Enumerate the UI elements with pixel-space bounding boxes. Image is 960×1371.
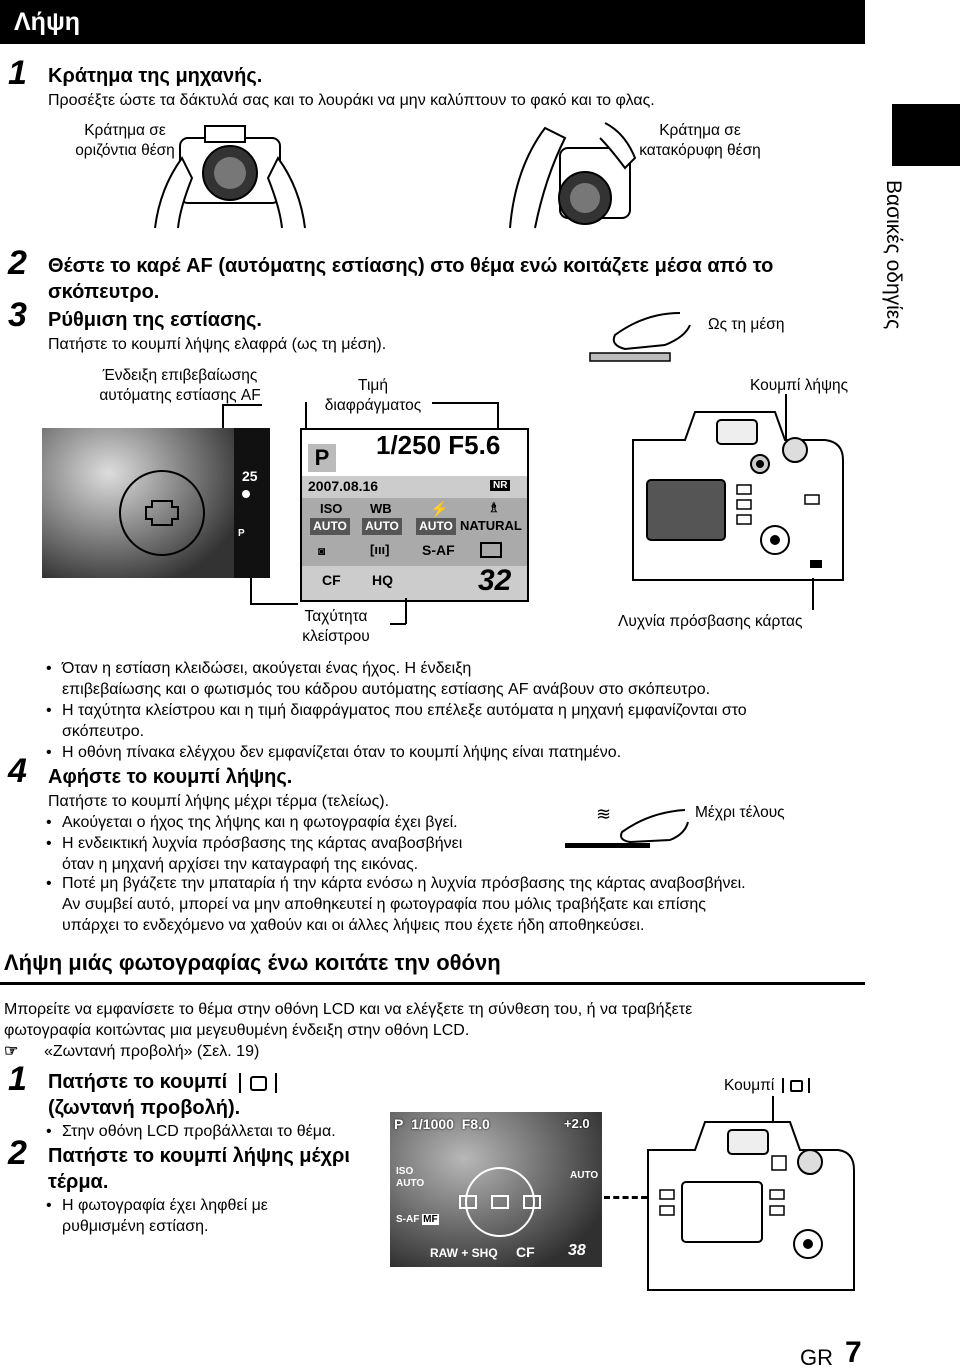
step-3-number: 3 — [8, 296, 27, 334]
panel-saf: S-AF — [422, 542, 455, 558]
panel-natural: NATURAL — [460, 518, 522, 533]
step-4-bullet-1: • Ακούγεται ο ήχος της λήψης και η φωτογραφία έχει βγεί. — [46, 814, 458, 831]
control-panel-display — [300, 428, 529, 602]
metering-icon: ◙ — [318, 544, 326, 558]
drive-mode-icon — [480, 542, 502, 558]
section-2-title: Λήψη μιάς φωτογραφίας ένω κοιτάτε την οθόνη — [4, 950, 501, 975]
full-press-illustration — [560, 800, 690, 852]
section-2-step-1-line1: Πατήστε το κουμπί — [48, 1070, 277, 1094]
section-2-step-1-bullet: • Στην οθόνη LCD προβάλλεται το θέμα. — [46, 1123, 336, 1140]
live-view-display — [390, 1112, 602, 1267]
shutter-speed-label: Ταχύτητα κλείστρου — [302, 608, 370, 645]
step-1-number: 1 — [8, 54, 27, 92]
section-2-intro-line1: Μπορείτε να εμφανίσετε το θέμα στην οθόνη LCD και να ελέγξετε τη σύνθεση του, ή να τραβήξετε — [4, 1001, 693, 1018]
footer-page-number: 7 — [845, 1336, 862, 1369]
step-1-heading: Κράτημα της μηχανής. — [48, 65, 263, 87]
aperture-leader-h — [432, 402, 498, 404]
step-2-heading-line1: Θέστε το καρέ AF (αυτόματης εστίασης) στο θέμα ενώ κοιτάζετε μέσα από το — [48, 255, 774, 277]
lv-mode: P — [394, 1116, 404, 1132]
step-4-bullet-3: • Ποτέ μη βγάζετε την μπαταρία ή την κάρτα ενόσω η λυχνία πρόσβασης της κάρτας αναβοσβήνει. Αν συμβεί αυτό, μπορεί να μην αποθηκευτεί η φωτογραφία που μόλις τραβήξατε και επίσης υπάρχει το ενδεχόμενο να χαθούν και οι άλλες λήψεις που έχετε ήδη αποθηκεύσει. — [46, 875, 746, 934]
halfway-label: Ως τη μέση — [708, 316, 785, 333]
section-2-step-2-line1: Πατήστε το κουμπί λήψης μέχρι — [48, 1145, 350, 1167]
lv-count: 38 — [568, 1242, 586, 1259]
step-3-bullet-3: • Η οθόνη πίνακα ελέγχου δεν εμφανίζεται όταν το κουμπί λήψης είναι πατημένο. — [46, 744, 622, 761]
flash-icon: ⚡ — [430, 501, 449, 518]
step-4-number: 4 — [8, 752, 27, 790]
section-2-step-2-bullet: • Η φωτογραφία έχει ληφθεί με ρυθμισμένη εστίαση. — [46, 1197, 268, 1235]
af-confirm-dot — [242, 490, 250, 498]
panel-nr: NR — [490, 480, 510, 491]
lv-iso-auto: AUTO — [396, 1178, 425, 1189]
viewfinder-display — [42, 428, 270, 578]
shutter-button-label: Κουμπί λήψης — [750, 377, 849, 394]
reference-icon: ☞ — [4, 1043, 19, 1060]
panel-hq: HQ — [372, 572, 393, 588]
side-tab-marker — [892, 104, 960, 166]
liveview-button-icon — [239, 1073, 277, 1093]
panel-shutter-aperture: 1/250 F5.6 — [376, 430, 501, 460]
picture-mode-icon: ♗ — [488, 500, 500, 515]
section-2-step-2-number: 2 — [8, 1134, 27, 1172]
aperture-label: Τιμή διαφράγματος — [324, 377, 422, 414]
camera-back-illustration — [625, 400, 850, 595]
section-2-step-1-line2: (ζωντανή προβολή). — [48, 1097, 241, 1119]
section-2-step-1-number: 1 — [8, 1060, 27, 1098]
panel-frame-count: 32 — [478, 564, 512, 597]
lv-raw: RAW + SHQ — [430, 1246, 498, 1260]
panel-mode: P — [308, 444, 336, 472]
panel-wb-auto: AUTO — [362, 518, 402, 535]
step-4-heading: Αφήστε το κουμπί λήψης. — [48, 766, 293, 788]
footer-language: GR — [800, 1345, 833, 1370]
lv-iso: ISO — [396, 1166, 414, 1177]
panel-iso: ISO — [320, 501, 343, 516]
panel-flash-auto: AUTO — [416, 518, 456, 535]
panel-iso-auto: AUTO — [310, 518, 350, 535]
camera-back-illustration-2 — [640, 1100, 860, 1300]
half-press-illustration — [585, 305, 695, 365]
shutter-button-leader — [785, 394, 787, 439]
fully-label: Μέχρι τέλους — [695, 804, 785, 821]
panel-wb: WB — [370, 501, 392, 516]
step-3-bullet-1: • Όταν η εστίαση κλειδώσει, ακούγεται ένας ήχος. Η ένδειξη επιβεβαίωσης και ο φωτισμός του κάδρου αυτόματης εστίασης AF ανάβουν στο σκόπευτρο. — [46, 660, 711, 698]
section-2-intro-line2: φωτογραφία κοιτώντας μια μεγευθυμένη ένδειξη στην οθόνη LCD. — [4, 1022, 470, 1039]
viewfinder-value: 25 — [242, 468, 258, 484]
panel-date: 2007.08.16 — [308, 478, 379, 494]
liveview-icon — [782, 1078, 810, 1093]
shutter-speed-leader-h — [250, 603, 298, 605]
card-lamp-leader — [812, 578, 814, 610]
shutter-speed-leader-v2 — [405, 598, 407, 624]
af-confirm-leader-h — [222, 404, 262, 406]
card-lamp-label: Λυχνία πρόσβασης κάρτας — [618, 613, 803, 630]
section-2-reference: ☞ «Ζωντανή προβολή» (Σελ. 19) — [4, 1043, 260, 1060]
lv-af-frame-icon — [455, 1162, 545, 1242]
step-4-text: Πατήστε το κουμπί λήψης μέχρι τέρμα (τελείως). — [48, 793, 390, 810]
af-frame-icon — [112, 463, 222, 563]
grip-vertical-caption: Κράτημα σε κατακόρυφη θέση — [639, 122, 761, 159]
svg-text:≋: ≋ — [596, 804, 612, 825]
step-1-text: Προσέξτε ώστε τα δάκτυλά σας και το λουράκι να μην καλύπτουν το φακό και το φλας. — [48, 92, 655, 109]
lv-cf: CF — [516, 1244, 535, 1260]
step-3-heading: Ρύθμιση της εστίασης. — [48, 309, 262, 331]
lv-flash-auto: AUTO — [570, 1170, 599, 1181]
section-2-step-2-line2: τέρμα. — [48, 1171, 109, 1193]
step-3-bullet-2: • Η ταχύτητα κλείστρου και η τιμή διαφράγματος που επέλεξε αυτόματα η μηχανή εμφανίζονται στο σκόπευτρο. — [46, 702, 747, 740]
lv-ev: +2.0 — [564, 1116, 590, 1131]
af-confirm-leader — [222, 404, 224, 430]
step-3-text: Πατήστε το κουμπί λήψης ελαφρά (ως τη μέση). — [48, 336, 387, 353]
side-tab-label: Βασικές οδηγίες — [882, 180, 905, 330]
aperture-leader-v — [497, 402, 499, 430]
shutter-speed-leader-h2 — [390, 623, 406, 625]
section-2-rule — [0, 982, 865, 985]
lv-mf: MF — [423, 1214, 438, 1225]
page-title: Λήψη — [0, 0, 865, 44]
shutter-speed-leader-v — [250, 578, 252, 604]
af-confirm-label: Ένδειξη επιβεβαίωσης αυτόματης εστίασης AF — [99, 367, 261, 404]
lv-saf: S-AF — [396, 1214, 420, 1225]
horizontal-grip-illustration — [150, 118, 310, 233]
step-4-bullet-2: • Η ενδεικτική λυχνία πρόσβασης της κάρτας αναβοσβήνει όταν η μηχανή αρχίσει την καταγραφή της εικόνας. — [46, 835, 463, 873]
liveview-button-label: Κουμπί — [724, 1076, 810, 1096]
viewfinder-mode: P — [238, 528, 245, 539]
lv-aperture: F8.0 — [461, 1116, 490, 1132]
panel-cf: CF — [322, 572, 341, 588]
grip-horizontal-caption: Κράτημα σε οριζόντια θέση — [75, 122, 175, 159]
af-area-icon: [ııı] — [370, 542, 390, 557]
aperture-leader-v2 — [305, 402, 307, 430]
lv-shutter: 1/1000 — [411, 1116, 454, 1132]
step-2-heading-line2: σκόπευτρο. — [48, 281, 160, 303]
step-2-number: 2 — [8, 244, 27, 282]
vertical-grip-illustration — [505, 118, 645, 233]
